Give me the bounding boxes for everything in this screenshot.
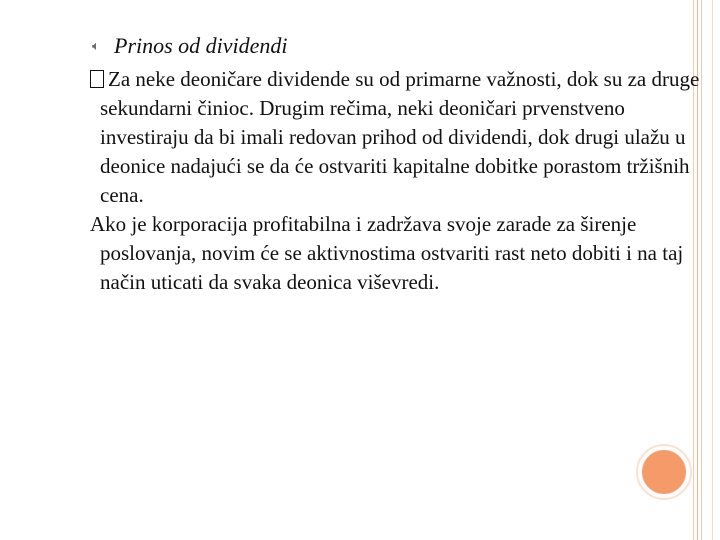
missing-glyph-box-icon xyxy=(90,70,104,88)
paragraph-2-text: Ako je korporacija profitabilna i zadržava svoje zarade za širenje poslovanja, novim će se aktivnostima ostvariti rast neto dobiti i na taj način uticati da svaka deonica viševredi. xyxy=(90,212,684,294)
paragraph-1 xyxy=(90,65,715,210)
slide-title-row xyxy=(92,31,288,61)
decorative-circle xyxy=(642,450,686,494)
slide-title: Prinos od dividendi xyxy=(114,33,288,58)
paragraph-1-text: Za neke deoničare dividende su od primarne važnosti, dok su za druge sekundarni činioc. Drugim rečima, neki deoničari prvenstveno investiraju da bi imali redovan prihod od dividendi, dok drugi ulažu u deonice nadajući se da će ostvariti kapitalne dobitke porastom tržišnih cena. xyxy=(100,67,700,207)
paragraph-2 xyxy=(90,210,715,297)
speaker-bullet-icon: 🔈︎ xyxy=(92,38,100,53)
slide-body xyxy=(90,65,715,297)
